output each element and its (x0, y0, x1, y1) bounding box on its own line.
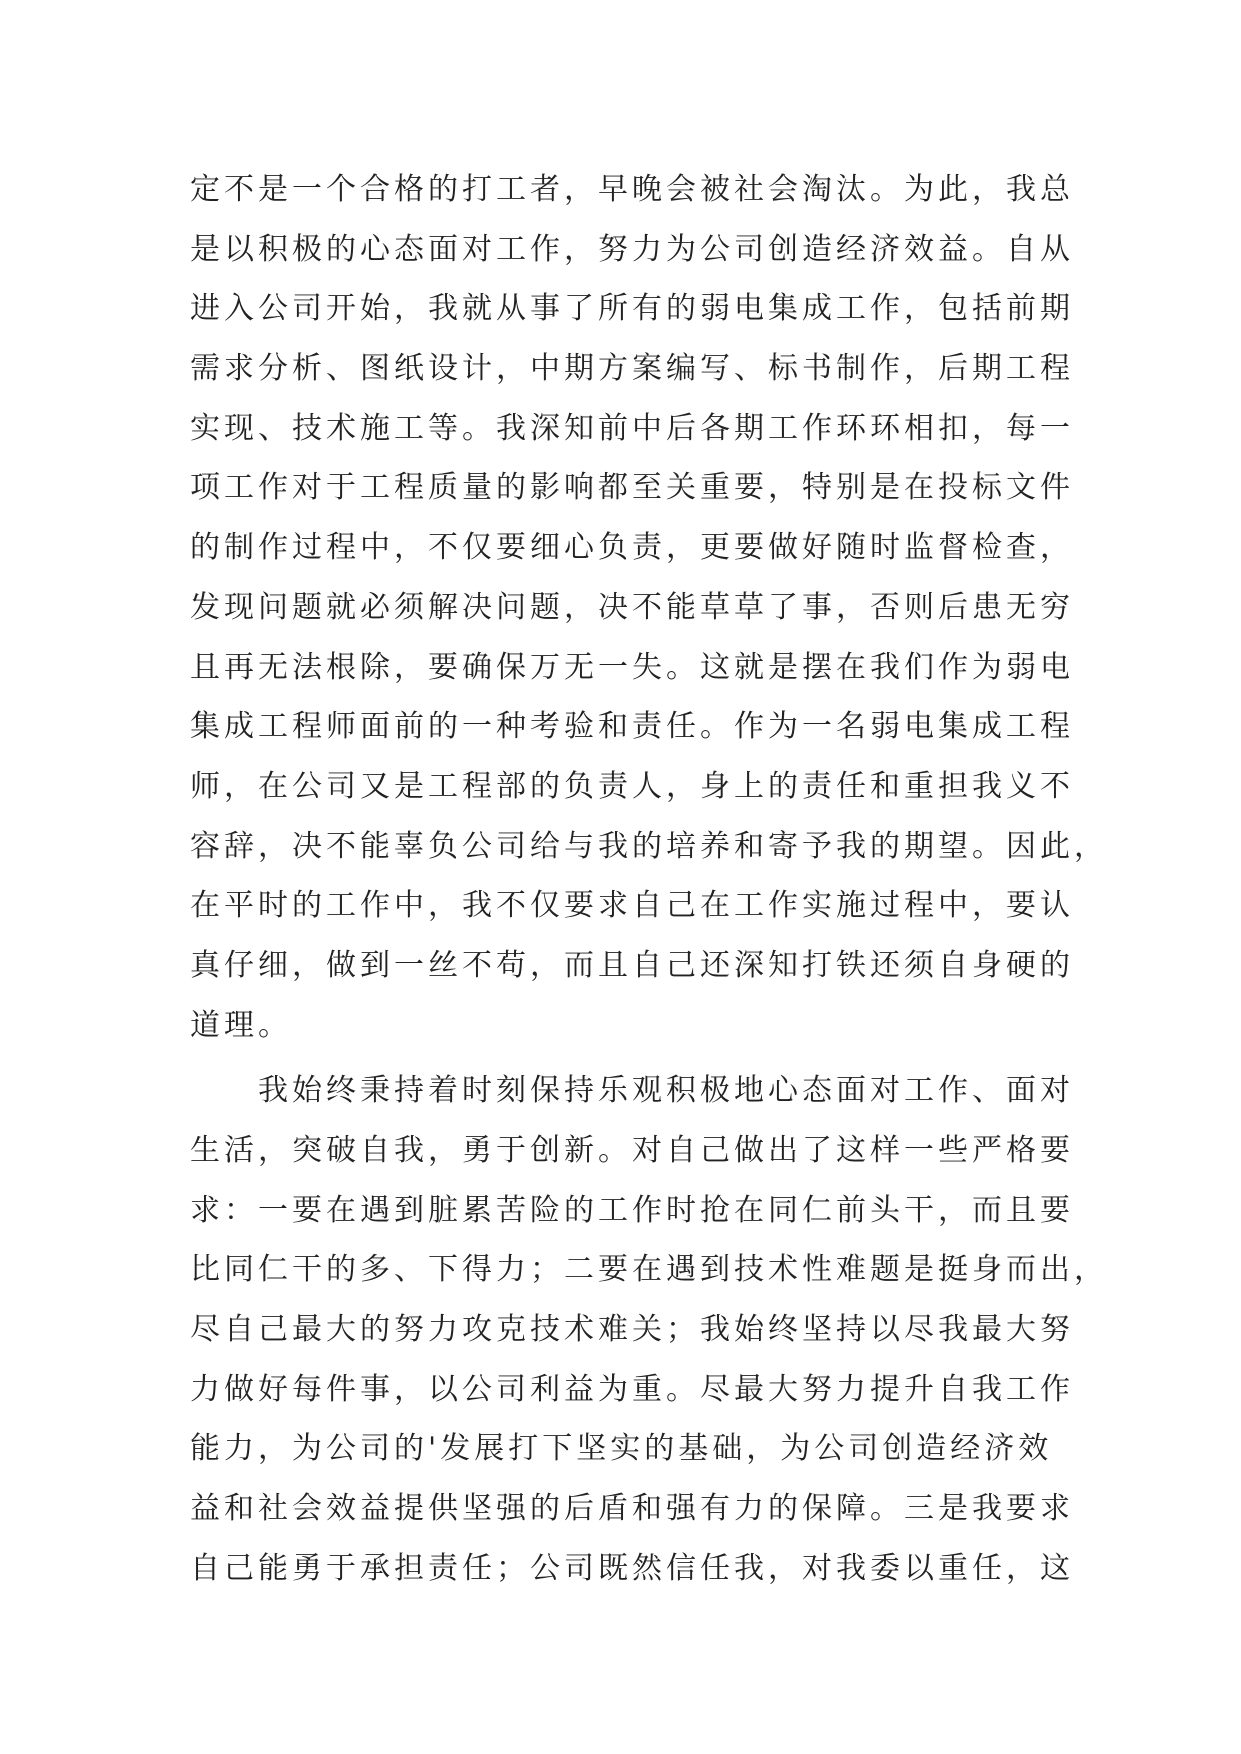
text-line: 尽自己最大的努力攻克技术难关；我始终坚持以尽我最大努 (190, 1312, 1074, 1348)
text-line: 的制作过程中，不仅要细心负责，更要做好随时监督检查， (190, 530, 1074, 566)
text-line: 力做好每件事，以公司利益为重。尽最大努力提升自我工作 (190, 1371, 1074, 1407)
text-line: 在平时的工作中，我不仅要求自己在工作实施过程中，要认 (190, 888, 1074, 924)
text-line: 项工作对于工程质量的影响都至关重要，特别是在投标文件 (190, 470, 1074, 506)
text-line: 师，在公司又是工程部的负责人，身上的责任和重担我义不 (190, 768, 1074, 804)
text-line: 实现、技术施工等。我深知前中后各期工作环环相扣，每一 (190, 410, 1074, 446)
paragraph-2 (190, 1061, 1108, 1598)
text-line: 且再无法根除，要确保万无一失。这就是摆在我们作为弱电 (190, 649, 1074, 685)
text-line: 求：一要在遇到脏累苦险的工作时抢在同仁前头干，而且要 (190, 1192, 1074, 1228)
text-line: 自己能勇于承担责任；公司既然信任我，对我委以重任，这 (190, 1550, 1074, 1586)
text-line: 需求分析、图纸设计，中期方案编写、标书制作，后期工程 (190, 351, 1074, 387)
text-line: 集成工程师面前的一种考验和责任。作为一名弱电集成工程 (190, 709, 1074, 745)
text-line: 我始终秉持着时刻保持乐观积极地心态面对工作、面对 (258, 1073, 1074, 1109)
text-line: 定不是一个合格的打工者，早晚会被社会淘汰。为此，我总 (190, 172, 1074, 207)
text-line: 容辞，决不能辜负公司给与我的培养和寄予我的期望。因此， (190, 828, 1108, 864)
text-line: 道理。 (190, 1007, 292, 1043)
text-line: 比同仁干的多、下得力；二要在遇到技术性难题是挺身而出， (190, 1252, 1108, 1288)
text-line: 发现问题就必须解决问题，决不能草草了事，否则后患无穷 (190, 589, 1074, 625)
text-line: 生活，突破自我，勇于创新。对自己做出了这样一些严格要 (190, 1133, 1074, 1168)
text-line: 益和社会效益提供坚强的后盾和强有力的保障。三是我要求 (190, 1491, 1074, 1527)
text-line: 能力，为公司的'发展打下坚实的基础，为公司创造经济效 (190, 1431, 1053, 1467)
paragraph-1 (190, 160, 1108, 1055)
text-line: 是以积极的心态面对工作，努力为公司创造经济效益。自从 (190, 231, 1074, 267)
text-line: 真仔细，做到一丝不苟，而且自己还深知打铁还须自身硬的 (190, 947, 1074, 983)
body-text (190, 160, 1108, 1599)
text-line: 进入公司开始，我就从事了所有的弱电集成工作，包括前期 (190, 291, 1074, 327)
